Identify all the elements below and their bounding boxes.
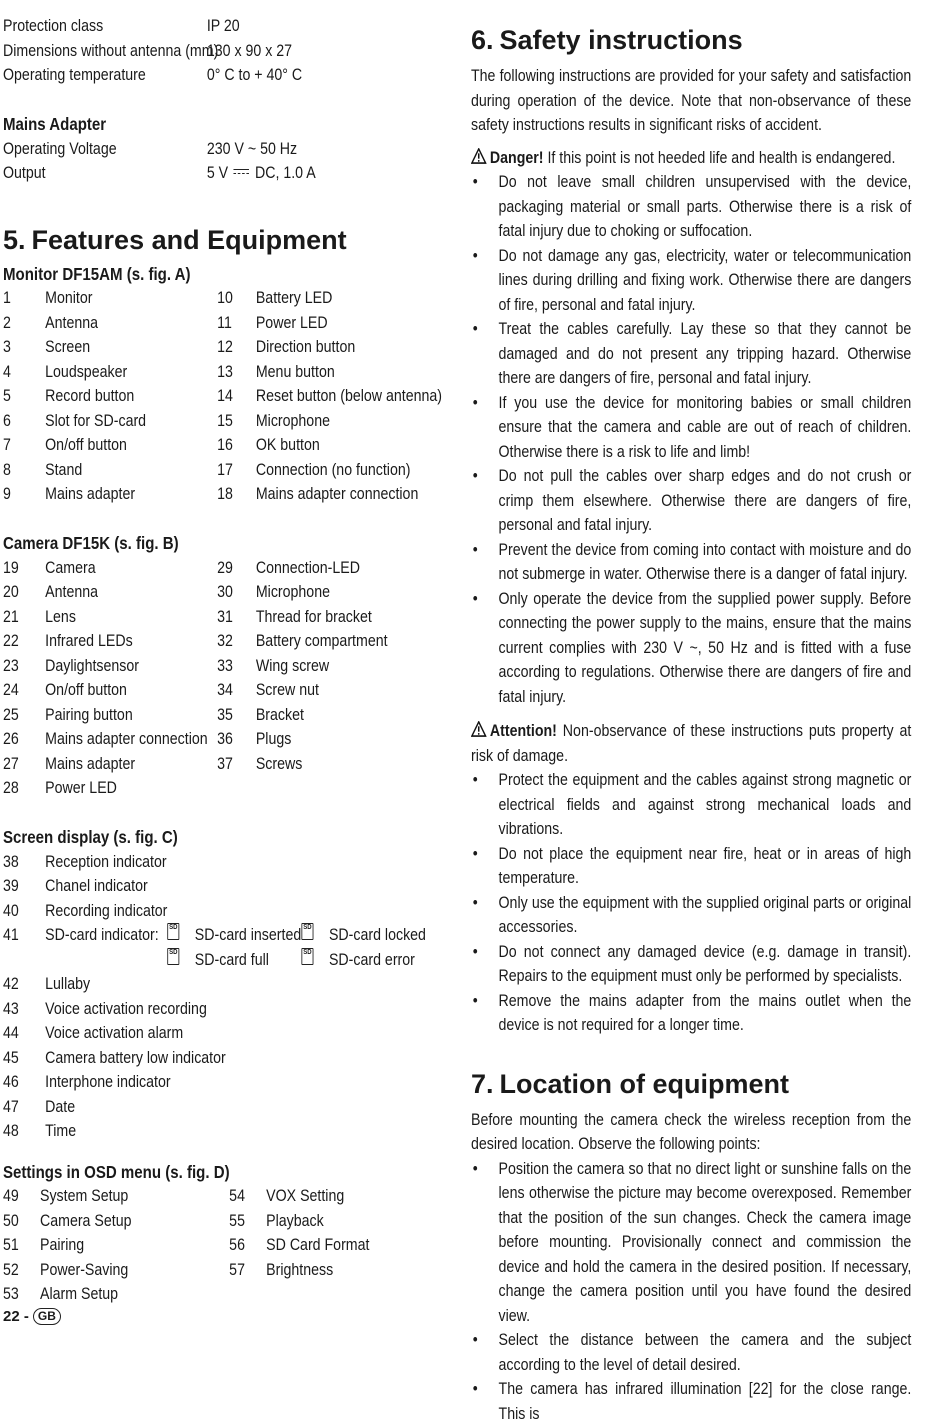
item-label: Connection (no function) [256, 458, 428, 483]
item-number: 32 [217, 629, 256, 654]
item-label: Interphone indicator [45, 1070, 170, 1095]
bullet-item [471, 391, 911, 465]
left-column [3, 14, 453, 1307]
item-label: Date [45, 1095, 75, 1120]
item-label [266, 1282, 438, 1307]
item-label: Camera [45, 556, 217, 581]
mains-adapter-heading: Mains Adapter [3, 112, 453, 137]
item-label: Alarm Setup [40, 1282, 229, 1307]
item-label: Power LED [256, 311, 428, 336]
sd-indicator-row: 41 SD-card indicator: SD SD-card inserted SD SD-card locked [3, 923, 453, 948]
bullet-item [471, 587, 911, 710]
location-list [471, 1157, 911, 1426]
item-number: 7 [3, 433, 45, 458]
item-number: 20 [3, 580, 45, 605]
item-number: 19 [3, 556, 45, 581]
list-item [3, 899, 453, 924]
item-label: Time [45, 1119, 76, 1144]
item-label: Battery compartment [256, 629, 428, 654]
item-number: 45 [3, 1046, 45, 1071]
location-intro: Before mounting the camera check the wireless reception from the desired location. Observe the following points: [471, 1108, 911, 1157]
item-number: 52 [3, 1258, 40, 1283]
warning-triangle-icon [471, 721, 486, 737]
item-label: Daylightsensor [45, 654, 217, 679]
sd-locked-icon: SD [301, 923, 313, 940]
right-column [471, 14, 911, 1426]
item-number: 22 [3, 629, 45, 654]
bullet-icon: • [471, 170, 499, 244]
item-label: Playback [266, 1209, 438, 1234]
bullet-text: Do not connect any damaged device (e.g. damage in transit). Repairs to the equipment must only be performed by specialists. [499, 940, 912, 989]
item-label: Direction button [256, 335, 428, 360]
item-number: 13 [217, 360, 256, 385]
item-number: 35 [217, 703, 256, 728]
item-label: Screw nut [256, 678, 428, 703]
bullet-item [471, 989, 911, 1038]
item-label: Antenna [45, 311, 217, 336]
bullet-item [471, 842, 911, 891]
osd-settings-list [3, 1184, 453, 1307]
spec-row: Operating temperature 0° C to + 40° C [3, 63, 453, 88]
monitor-heading: Monitor DF15AM (s. fig. A) [3, 262, 453, 287]
section-7-title: 7. Location of equipment [471, 1068, 911, 1100]
item-number: 12 [217, 335, 256, 360]
bullet-icon: • [471, 244, 499, 318]
item-label: On/off button [45, 433, 217, 458]
bullet-icon: • [471, 587, 499, 710]
bullet-icon: • [471, 538, 499, 587]
item-number: 50 [3, 1209, 40, 1234]
item-number: 1 [3, 286, 45, 311]
language-badge: GB [33, 1308, 61, 1325]
bullet-text: Protect the equipment and the cables against strong magnetic or electrical fields and against strong mechanical loads and vibrations. [499, 768, 912, 842]
list-item [3, 874, 453, 899]
item-label: Lullaby [45, 972, 90, 997]
item-label [256, 776, 428, 801]
camera-parts-list [3, 556, 453, 801]
item-number: 43 [3, 997, 45, 1022]
bullet-icon: • [471, 989, 499, 1038]
bullet-text: Do not pull the cables over sharp edges and do not crush or crimp them elsewhere. Otherwise there are dangers of fire, personal and fatal injury. [499, 464, 912, 538]
item-label: Reset button (below antenna) [256, 384, 428, 409]
list-item [3, 1046, 453, 1071]
list-item [3, 1021, 453, 1046]
list-item [3, 850, 453, 875]
item-number: 27 [3, 752, 45, 777]
spec-row: Dimensions without antenna (mm) 130 x 90 x 27 [3, 39, 453, 64]
item-label: Voice activation recording [45, 997, 207, 1022]
bullet-icon: • [471, 1157, 499, 1329]
item-number: 6 [3, 409, 45, 434]
item-label: OK button [256, 433, 428, 458]
item-label: Microphone [256, 580, 428, 605]
item-label: Wing screw [256, 654, 428, 679]
bullet-text: Position the camera so that no direct light or sunshine falls on the lens otherwise the picture may become overexposed. Remember that the position of the sun changes. Check the camera image before mounting. Provisionally connect and commission the device and hold the camera in the desired position. If necessary, change the camera position until you have found the desired view. [499, 1157, 912, 1329]
item-number: 23 [3, 654, 45, 679]
list-item [3, 1095, 453, 1120]
item-label: Mains adapter connection [256, 482, 428, 507]
item-number: 2 [3, 311, 45, 336]
bullet-text: Do not leave small children unsupervised with the device, packaging material or small parts. Otherwise there is a risk of fatal injury due to choking or suffocation. [499, 170, 912, 244]
bullet-icon: • [471, 940, 499, 989]
item-label: Lens [45, 605, 217, 630]
item-number: 24 [3, 678, 45, 703]
bullet-item [471, 464, 911, 538]
item-number [229, 1282, 266, 1307]
item-label: Menu button [256, 360, 428, 385]
bullet-text: The camera has infrared illumination [22] for the close range. This is [499, 1377, 912, 1426]
list-item [3, 997, 453, 1022]
item-label: Brightness [266, 1258, 438, 1283]
bullet-item [471, 538, 911, 587]
item-number: 47 [3, 1095, 45, 1120]
screen-display-list [3, 850, 453, 924]
list-item [3, 1070, 453, 1095]
item-label: Recording indicator [45, 899, 167, 924]
item-number: 5 [3, 384, 45, 409]
spec-row: Operating Voltage 230 V ~ 50 Hz [3, 137, 453, 162]
bullet-item [471, 170, 911, 244]
bullet-icon: • [471, 317, 499, 391]
item-label: Stand [45, 458, 217, 483]
screen-display-list [3, 972, 453, 1144]
bullet-item [471, 1328, 911, 1377]
item-number: 42 [3, 972, 45, 997]
sd-full-icon: SD [167, 948, 179, 965]
bullet-item [471, 244, 911, 318]
bullet-icon: • [471, 1328, 499, 1377]
item-number: 4 [3, 360, 45, 385]
item-label: Loudspeaker [45, 360, 217, 385]
item-label: Pairing button [45, 703, 217, 728]
item-label: SD Card Format [266, 1233, 438, 1258]
bullet-text: Only operate the device from the supplied power supply. Before connecting the power supply to the mains, ensure that the mains current complies with 230 V ~, 50 Hz and is fitted with a fuse according to regulations. Otherwise there are dangers of fire and fatal injury. [499, 587, 912, 710]
bullet-icon: • [471, 1377, 499, 1426]
item-number: 53 [3, 1282, 40, 1307]
page-number: 22 - [3, 1308, 29, 1325]
item-number: 37 [217, 752, 256, 777]
bullet-text: Treat the cables carefully. Lay these so that they cannot be damaged and do not present any tripping hazard. Otherwise there are dangers of fire, personal and fatal injury. [499, 317, 912, 391]
bullet-item [471, 1157, 911, 1329]
bullet-item [471, 1377, 911, 1426]
dc-symbol-icon [234, 168, 249, 176]
item-label: Mains adapter [45, 482, 217, 507]
item-label: Chanel indicator [45, 874, 148, 899]
section-6-title: 6. Safety instructions [471, 24, 911, 56]
item-number: 25 [3, 703, 45, 728]
item-label: Infrared LEDs [45, 629, 217, 654]
spec-row: Protection class IP 20 [3, 14, 453, 39]
bullet-text: If you use the device for monitoring babies or small children ensure that the camera and cable are out of reach of children. Otherwise there is a risk to life and limb! [499, 391, 912, 465]
item-label: Bracket [256, 703, 428, 728]
item-number: 34 [217, 678, 256, 703]
item-number: 49 [3, 1184, 40, 1209]
monitor-parts-list [3, 286, 453, 507]
bullet-icon: • [471, 464, 499, 538]
item-label: System Setup [40, 1184, 229, 1209]
item-label: VOX Setting [266, 1184, 438, 1209]
bullet-icon: • [471, 842, 499, 891]
item-number: 29 [217, 556, 256, 581]
bullet-text: Only use the equipment with the supplied original parts or original accessories. [499, 891, 912, 940]
item-number: 9 [3, 482, 45, 507]
item-number: 48 [3, 1119, 45, 1144]
sd-inserted-icon: SD [167, 923, 179, 940]
item-label: Connection-LED [256, 556, 428, 581]
item-number: 57 [229, 1258, 266, 1283]
list-item [3, 972, 453, 997]
item-number: 54 [229, 1184, 266, 1209]
item-number: 8 [3, 458, 45, 483]
item-number: 15 [217, 409, 256, 434]
item-number: 31 [217, 605, 256, 630]
item-label: Camera Setup [40, 1209, 229, 1234]
osd-heading: Settings in OSD menu (s. fig. D) [3, 1160, 453, 1185]
item-label: Screen [45, 335, 217, 360]
section-5-title: 5. Features and Equipment [3, 224, 453, 256]
item-label: Antenna [45, 580, 217, 605]
item-number: 56 [229, 1233, 266, 1258]
item-number: 55 [229, 1209, 266, 1234]
spec-row: Output 5 V DC, 1.0 A [3, 161, 453, 186]
item-number: 14 [217, 384, 256, 409]
item-number: 21 [3, 605, 45, 630]
camera-heading: Camera DF15K (s. fig. B) [3, 531, 453, 556]
attention-list [471, 768, 911, 1038]
bullet-text: Select the distance between the camera and the subject according to the level of detail desired. [499, 1328, 912, 1377]
bullet-item [471, 891, 911, 940]
sd-error-icon: SD [301, 948, 313, 965]
item-label: Plugs [256, 727, 428, 752]
item-label: Screws [256, 752, 428, 777]
safety-intro: The following instructions are provided for your safety and satisfaction during operation of the device. Note that non-observance of these safety instructions results in significant risks of accident. [471, 64, 911, 138]
bullet-text: Do not place the equipment near fire, heat or in areas of high temperature. [499, 842, 912, 891]
item-label: Thread for bracket [256, 605, 428, 630]
bullet-item [471, 768, 911, 842]
danger-line: Danger! If this point is not heeded life and health is endangered. [471, 146, 911, 171]
item-label: On/off button [45, 678, 217, 703]
bullet-item [471, 317, 911, 391]
page-footer [3, 1308, 61, 1325]
item-label: Monitor [45, 286, 217, 311]
item-number: 17 [217, 458, 256, 483]
danger-list [471, 170, 911, 709]
item-label: Power-Saving [40, 1258, 229, 1283]
bullet-icon: • [471, 891, 499, 940]
item-number: 16 [217, 433, 256, 458]
spec-list [3, 14, 453, 88]
sd-indicator-row: SD SD-card full SD SD-card error [3, 948, 453, 973]
bullet-icon: • [471, 768, 499, 842]
item-label: Microphone [256, 409, 428, 434]
item-number: 51 [3, 1233, 40, 1258]
screen-heading: Screen display (s. fig. C) [3, 825, 453, 850]
item-number: 11 [217, 311, 256, 336]
item-label: Mains adapter connection [45, 727, 217, 752]
attention-line: Attention! Non-observance of these instructions puts property at risk of damage. [471, 719, 911, 768]
bullet-text: Prevent the device from coming into contact with moisture and do not submerge in water. Otherwise there is a danger of fatal injury. [499, 538, 912, 587]
item-label: Pairing [40, 1233, 229, 1258]
item-label: Mains adapter [45, 752, 217, 777]
item-label: Slot for SD-card [45, 409, 217, 434]
item-number: 3 [3, 335, 45, 360]
item-label: Battery LED [256, 286, 428, 311]
item-number: 28 [3, 776, 45, 801]
item-label: Voice activation alarm [45, 1021, 183, 1046]
item-number: 38 [3, 850, 45, 875]
list-item [3, 1119, 453, 1144]
item-number: 33 [217, 654, 256, 679]
item-label: Reception indicator [45, 850, 166, 875]
item-number: 10 [217, 286, 256, 311]
item-number: 40 [3, 899, 45, 924]
item-number: 46 [3, 1070, 45, 1095]
item-number: 18 [217, 482, 256, 507]
warning-triangle-icon [471, 148, 486, 164]
bullet-item [471, 940, 911, 989]
item-number: 30 [217, 580, 256, 605]
item-number: 26 [3, 727, 45, 752]
bullet-text: Remove the mains adapter from the mains outlet when the device is not required for a longer time. [499, 989, 912, 1038]
item-number: 44 [3, 1021, 45, 1046]
bullet-text: Do not damage any gas, electricity, water or telecommunication lines during drilling and fixing work. Otherwise there are dangers of fire, personal and fatal injury. [499, 244, 912, 318]
item-number [217, 776, 256, 801]
item-number: 39 [3, 874, 45, 899]
item-label: Camera battery low indicator [45, 1046, 226, 1071]
item-label: Record button [45, 384, 217, 409]
item-number: 36 [217, 727, 256, 752]
bullet-icon: • [471, 391, 499, 465]
item-label: Power LED [45, 776, 217, 801]
